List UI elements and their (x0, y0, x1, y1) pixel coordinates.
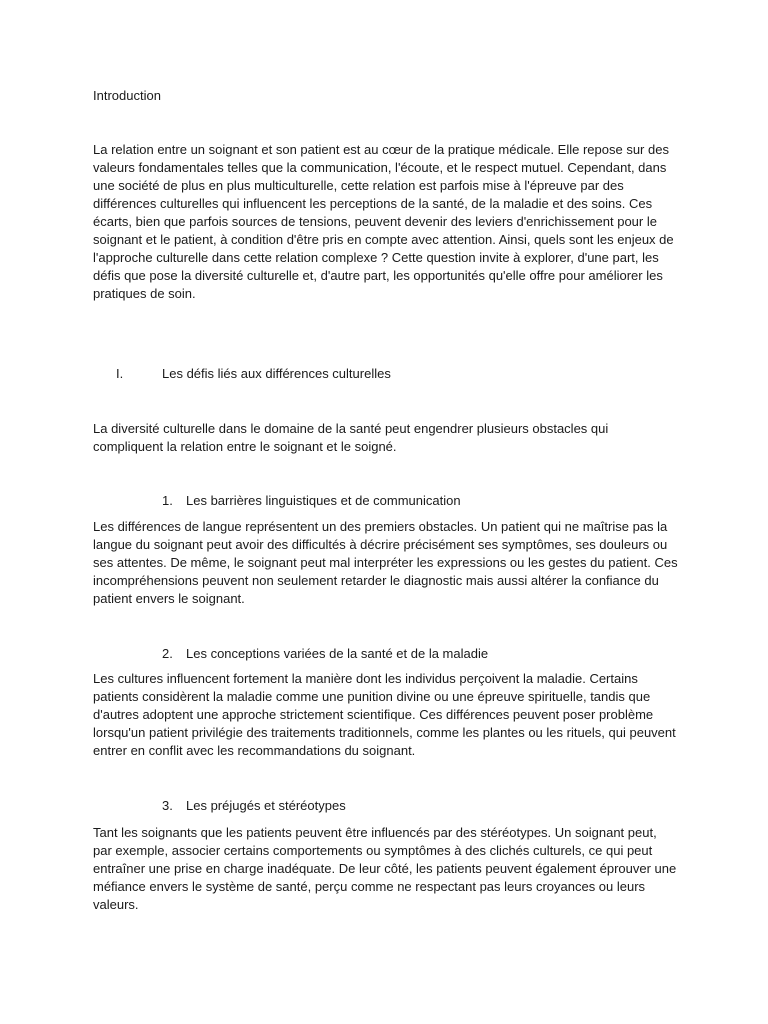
subsection-3-text: Tant les soignants que les patients peuvent être influencés par des stéréotypes. Un soignant peut, par exemple, associer certains comportements ou symptômes à des clichés culturels, ce qui peut entraîner une prise en charge inadéquate. De leur côté, les patients peuvent également éprouver une méfiance envers le système de santé, perçu comme ne respectant pas leurs croyances ou leurs valeurs. (93, 825, 677, 912)
subsection-3-number: 3. (162, 798, 173, 813)
section-1-number: I. (116, 366, 124, 381)
intro-paragraph: La relation entre un soignant et son patient est au cœur de la pratique médicale. Elle repose sur des valeurs fondamentales telles que la communication, l'écoute, et le respect mutuel. Cependant, dans une société de plus en plus multiculturelle, cette relation est parfois mise à l'épreuve par des différences culturelles qui influencent les perceptions de la santé, de la maladie et des soins. Ces écarts, bien que parfois sources de tensions, peuvent devenir des leviers d'enrichissement pour le soignant et le patient, à condition d'être pris en compte avec attention. Ainsi, quels sont les enjeux de l'approche culturelle dans cette relation complexe ? Cette question invite à explorer, d'une part, les défis que pose la diversité culturelle et, d'autre part, les opportunités qu'elle offre pour améliorer les pratiques de soin. (93, 142, 674, 301)
section-1-intro: La diversité culturelle dans le domaine de la santé peut engendrer plusieurs obstacles qui compliquent la relation entre le soignant et le soigné. (93, 421, 609, 454)
subsection-2-text: Les cultures influencent fortement la manière dont les individus perçoivent la maladie. Certains patients considèrent la maladie comme une punition divine ou une épreuve spirituelle, tandis que d'autres adoptent une approche strictement scientifique. Ces différences peuvent poser problème lorsqu'un patient privilégie des traitements traditionnels, comme les plantes ou les rituels, qui peuvent entrer en conflit avec les recommandations du soignant. (93, 671, 676, 758)
subsection-1-title: Les barrières linguistiques et de communication (186, 493, 461, 508)
subsection-3-title: Les préjugés et stéréotypes (186, 798, 346, 813)
subsection-2-number: 2. (162, 646, 173, 661)
subsection-1-number: 1. (162, 493, 173, 508)
intro-title: Introduction (93, 88, 161, 103)
subsection-1-text: Les différences de langue représentent un des premiers obstacles. Un patient qui ne maîtrise pas la langue du soignant peut avoir des difficultés à décrire précisément ses symptômes, ses douleurs ou ses attentes. De même, le soignant peut mal interpréter les expressions ou les gestes du patient. Ces incompréhensions peuvent non seulement retarder le diagnostic mais aussi altérer la confiance du patient envers le soignant. (93, 519, 678, 606)
subsection-2-title: Les conceptions variées de la santé et de la maladie (186, 646, 489, 661)
section-1-title: Les défis liés aux différences culturelles (162, 366, 391, 381)
